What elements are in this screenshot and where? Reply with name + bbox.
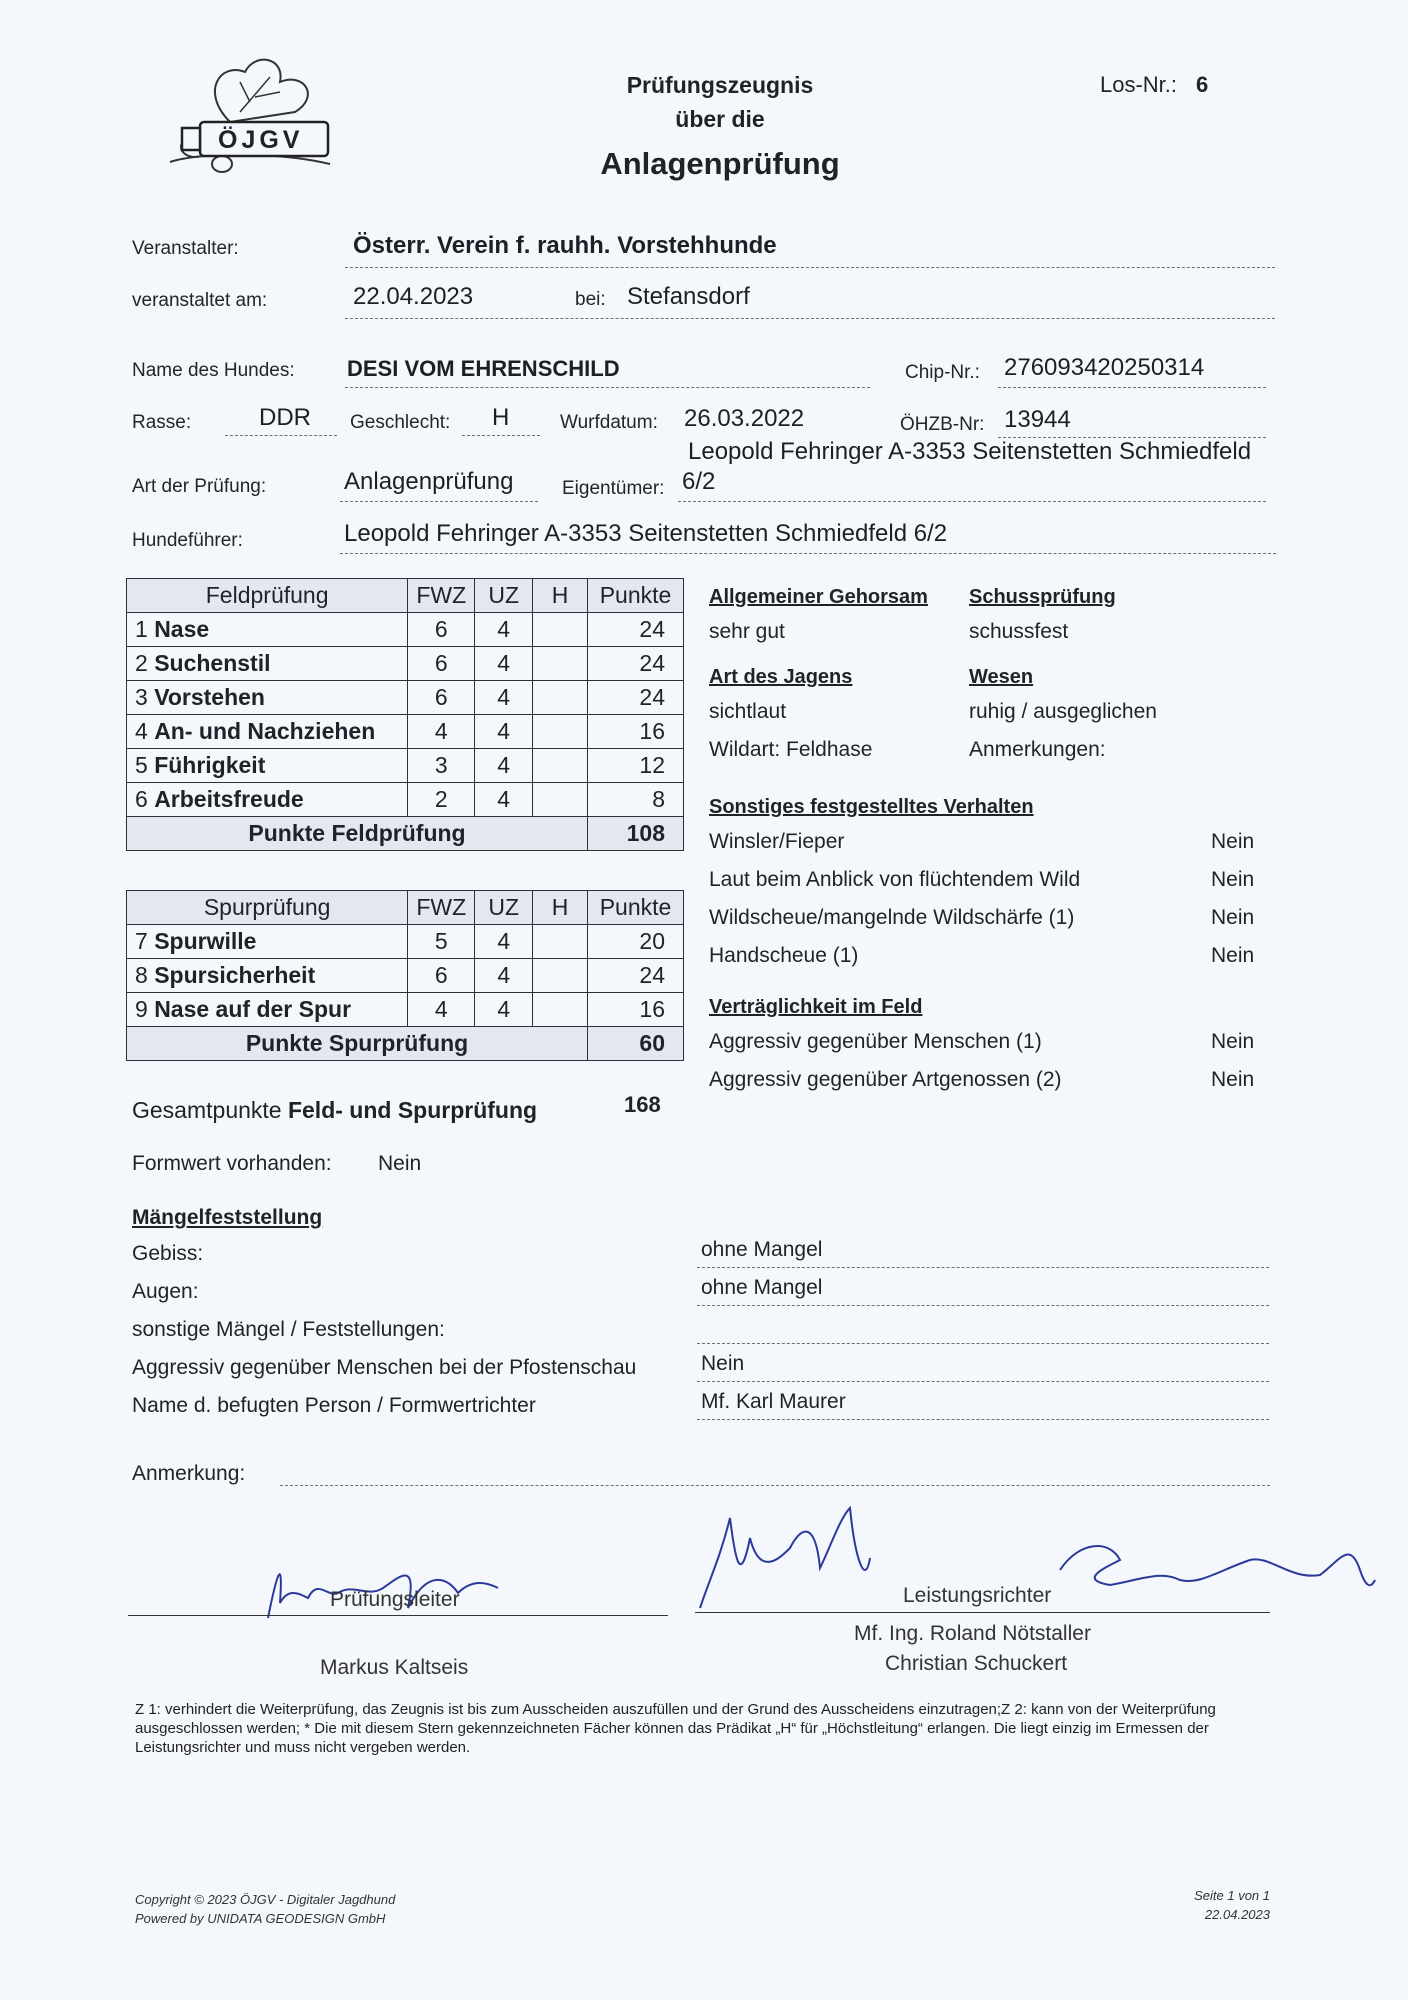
row-fwz: 6 (408, 959, 475, 993)
pruefungsleiter-label: Prüfungsleiter (330, 1588, 460, 1611)
maengel-value: Nein (701, 1352, 745, 1375)
fuehrer-field (340, 518, 1276, 554)
maengel-field (697, 1274, 1269, 1306)
maengel-value: Mf. Karl Maurer (701, 1390, 846, 1413)
row-h (533, 993, 588, 1027)
vertraeglich-label: Aggressiv gegenüber Artgenossen (2) (709, 1068, 1062, 1091)
vertraeglich-label: Aggressiv gegenüber Menschen (1) (709, 1030, 1042, 1053)
pruefungsleiter-name: Markus Kaltseis (320, 1656, 469, 1679)
row-fwz: 6 (408, 613, 475, 647)
row-name: Spursicherheit (154, 962, 316, 988)
rasse-field (225, 404, 337, 436)
row-nr: 8 (135, 962, 148, 988)
losnr-label: Los-Nr.: (1100, 72, 1178, 97)
hundename-label: Name des Hundes: (132, 360, 295, 381)
spur-sum-label: Punkte Spurprüfung (127, 1027, 588, 1061)
wurfdatum-value: 26.03.2022 (684, 405, 805, 432)
row-uz: 4 (475, 681, 533, 715)
copyright (135, 1890, 395, 1928)
wesen-value: ruhig / ausgeglichen (969, 700, 1157, 723)
spur-table (126, 890, 684, 1061)
row-fwz: 6 (408, 647, 475, 681)
maengel-value: ohne Mangel (701, 1238, 823, 1261)
maengel-label: Gebiss: (132, 1242, 204, 1265)
signature-richter1 (690, 1498, 890, 1618)
eigentuemer-label: Eigentümer: (562, 478, 665, 499)
maengel-field (697, 1312, 1269, 1344)
verhalten-value: Nein (1211, 906, 1255, 929)
verhalten-value: Nein (1211, 830, 1255, 853)
feld-header-punkte: Punkte (588, 579, 684, 613)
chip-label: Chip-Nr.: (905, 362, 980, 383)
row-h (533, 959, 588, 993)
spur-header-uz: UZ (475, 891, 533, 925)
verhalten-value: Nein (1211, 868, 1255, 891)
row-punkte: 24 (588, 613, 684, 647)
table-row (127, 993, 684, 1027)
row-punkte: 16 (588, 715, 684, 749)
feld-sum-value: 108 (588, 817, 684, 851)
maengel-field (697, 1388, 1269, 1420)
table-row (127, 715, 684, 749)
row-fwz: 6 (408, 681, 475, 715)
row-punkte: 16 (588, 993, 684, 1027)
feld-header-row (127, 579, 684, 613)
maengel-field (697, 1236, 1269, 1268)
maengel-label: Augen: (132, 1280, 199, 1303)
verhalten-value: Nein (1211, 944, 1255, 967)
leistungsrichter-line (695, 1612, 1270, 1613)
spur-header-fwz: FWZ (408, 891, 475, 925)
anmerkung-label: Anmerkung: (132, 1462, 246, 1485)
eigentuemer-line2: 6/2 (682, 468, 716, 495)
maengel-field (697, 1350, 1269, 1382)
row-punkte: 24 (588, 959, 684, 993)
title-block (580, 68, 860, 136)
row-uz: 4 (475, 959, 533, 993)
row-name: Spurwille (154, 928, 257, 954)
eigentuemer-line1: Leopold Fehringer A-3353 Seitenstetten Schmiedfeld (688, 438, 1252, 465)
maengel-label: Aggressiv gegenüber Menschen bei der Pfostenschau (132, 1356, 637, 1379)
row-h (533, 647, 588, 681)
footnote: Z 1: verhindert die Weiterprüfung, das Zeugnis ist bis zum Ausscheiden auszufüllen und der Grund des Ausscheidens einzutragen;Z 2: kann von der Weiterprüfung ausgeschlossen werden; * Die mit diesem Stern gekennzeichneten Fächer können das Prädikat „H“ für „Höchstleitung“ erlangen. Die liegt einzig im Ermessen der Leistungsrichter und muss nicht vergeben werden. (135, 1701, 1216, 1756)
page-title: Anlagenprüfung (600, 146, 840, 181)
gehorsam-value: sehr gut (709, 620, 785, 643)
spur-header-row (127, 891, 684, 925)
oak-leaf-icon (160, 52, 340, 182)
title-line2: über die (675, 106, 765, 132)
jagen-title: Art des Jagens (709, 666, 853, 688)
hundename-value: DESI VOM EHRENSCHILD (347, 356, 620, 381)
row-name: Führigkeit (154, 752, 266, 778)
row-name: Vorstehen (154, 684, 265, 710)
signature-richter2 (1050, 1530, 1380, 1610)
row-nr: 1 (135, 616, 148, 642)
row-h (533, 783, 588, 817)
row-h (533, 749, 588, 783)
copyright-line2: Powered by UNIDATA GEODESIGN GmbH (135, 1911, 386, 1926)
spur-sum-value: 60 (588, 1027, 684, 1061)
row-uz: 4 (475, 783, 533, 817)
richter2-name: Christian Schuckert (885, 1652, 1068, 1675)
row-uz: 4 (475, 925, 533, 959)
page-number: Seite 1 von 1 (1194, 1888, 1270, 1903)
spur-header-name: Spurprüfung (127, 891, 408, 925)
row-punkte: 20 (588, 925, 684, 959)
row-uz: 4 (475, 749, 533, 783)
row-punkte: 8 (588, 783, 684, 817)
gesamt-bold: Feld- und Spurprüfung (287, 1097, 538, 1123)
row-h (533, 715, 588, 749)
table-row (127, 783, 684, 817)
formwert-value: Nein (378, 1152, 422, 1175)
schuss-title: Schussprüfung (969, 586, 1116, 608)
pruefungsleiter-line (128, 1615, 668, 1616)
feld-header-h: H (533, 579, 588, 613)
table-row (127, 681, 684, 715)
row-h (533, 925, 588, 959)
rasse-value: DDR (259, 404, 311, 431)
table-row (127, 647, 684, 681)
maengel-label: Name d. befugten Person / Formwertrichter (132, 1394, 536, 1417)
veranstalter-label: Veranstalter: (132, 238, 239, 259)
page-info (1150, 1886, 1270, 1924)
leistungsrichter-label: Leistungsrichter (903, 1584, 1052, 1607)
row-name: An- und Nachziehen (154, 718, 376, 744)
row-fwz: 4 (408, 715, 475, 749)
row-fwz: 3 (408, 749, 475, 783)
chip-field (998, 352, 1266, 388)
row-nr: 7 (135, 928, 148, 954)
vertraeglich-value: Nein (1211, 1030, 1255, 1053)
geschlecht-label: Geschlecht: (350, 412, 451, 433)
ohzb-label: ÖHZB-Nr: (900, 414, 985, 435)
chip-value: 276093420250314 (1004, 354, 1205, 381)
row-name: Nase (154, 616, 210, 642)
feld-sum-label: Punkte Feldprüfung (127, 817, 588, 851)
hundename-field (345, 352, 870, 388)
art-field (340, 466, 538, 502)
row-uz: 4 (475, 993, 533, 1027)
fuehrer-label: Hundeführer: (132, 530, 243, 551)
ohzb-field (998, 404, 1266, 438)
datum-field (345, 283, 1275, 319)
rasse-label: Rasse: (132, 412, 192, 433)
anmerkung-field (280, 1458, 1270, 1486)
eigentuemer-field (678, 466, 1266, 502)
maengel-value: ohne Mangel (701, 1276, 823, 1299)
feld-header-uz: UZ (475, 579, 533, 613)
gesamt-value: 168 (624, 1092, 661, 1117)
richter1-name: Mf. Ing. Roland Nötstaller (854, 1622, 1091, 1645)
row-name: Nase auf der Spur (154, 996, 352, 1022)
row-uz: 4 (475, 647, 533, 681)
art-label: Art der Prüfung: (132, 476, 267, 497)
row-nr: 3 (135, 684, 148, 710)
row-nr: 6 (135, 786, 148, 812)
verhalten-label: Handscheue (1) (709, 944, 859, 967)
feld-table (126, 578, 684, 851)
row-uz: 4 (475, 715, 533, 749)
table-row (127, 749, 684, 783)
bei-label: bei: (575, 289, 606, 310)
gehorsam-title: Allgemeiner Gehorsam (709, 586, 928, 608)
logo-text: ÖJGV (218, 126, 304, 154)
row-fwz: 5 (408, 925, 475, 959)
verhalten-label: Wildscheue/mangelnde Wildschärfe (1) (709, 906, 1075, 929)
veranstalter-field (345, 232, 1275, 268)
vertraeglich-title: Verträglichkeit im Feld (709, 996, 923, 1018)
row-nr: 2 (135, 650, 148, 676)
feld-sum-row (127, 817, 684, 851)
feld-header-name: Feldprüfung (127, 579, 408, 613)
title-line1: Prüfungszeugnis (626, 72, 814, 98)
spur-header-punkte: Punkte (588, 891, 684, 925)
wurfdatum-label: Wurfdatum: (560, 412, 658, 433)
ohzb-value: 13944 (1004, 406, 1071, 433)
row-uz: 4 (475, 613, 533, 647)
fuehrer-value: Leopold Fehringer A-3353 Seitenstetten Schmiedfeld 6/2 (344, 520, 948, 547)
anmerkungen-label: Anmerkungen: (969, 738, 1106, 761)
gesamt-label (132, 1097, 537, 1124)
row-nr: 9 (135, 996, 148, 1022)
verhalten-label: Laut beim Anblick von flüchtendem Wild (709, 868, 1081, 891)
row-fwz: 4 (408, 993, 475, 1027)
bei-value: Stefansdorf (627, 283, 750, 310)
losnr-value: 6 (1196, 72, 1209, 97)
wesen-title: Wesen (969, 666, 1034, 688)
verhalten-label: Winsler/Fieper (709, 830, 845, 853)
row-nr: 4 (135, 718, 148, 744)
page-date: 22.04.2023 (1204, 1907, 1270, 1922)
datum-value: 22.04.2023 (353, 283, 474, 310)
gesamt-prefix: Gesamtpunkte (132, 1097, 288, 1123)
table-row (127, 959, 684, 993)
row-name: Arbeitsfreude (154, 786, 304, 812)
row-h (533, 681, 588, 715)
row-nr: 5 (135, 752, 148, 778)
veranstalter-value: Österr. Verein f. rauhh. Vorstehhunde (353, 232, 777, 259)
row-punkte: 24 (588, 647, 684, 681)
row-fwz: 2 (408, 783, 475, 817)
spur-sum-row (127, 1027, 684, 1061)
geschlecht-value: H (492, 404, 510, 431)
vertraeglich-value: Nein (1211, 1068, 1255, 1091)
maengel-label: sonstige Mängel / Feststellungen: (132, 1318, 445, 1341)
row-punkte: 12 (588, 749, 684, 783)
feld-header-fwz: FWZ (408, 579, 475, 613)
datum-label: veranstaltet am: (132, 290, 268, 311)
formwert-label: Formwert vorhanden: (132, 1152, 332, 1175)
maengel-title: Mängelfeststellung (132, 1206, 323, 1229)
row-punkte: 24 (588, 681, 684, 715)
verhalten-title: Sonstiges festgestelltes Verhalten (709, 796, 1034, 818)
jagen-value: sichtlaut (709, 700, 787, 723)
wildart: Wildart: Feldhase (709, 738, 873, 761)
row-h (533, 613, 588, 647)
row-name: Suchenstil (154, 650, 271, 676)
ojgv-logo (160, 52, 340, 182)
art-value: Anlagenprüfung (344, 468, 514, 495)
spur-header-h: H (533, 891, 588, 925)
table-row (127, 613, 684, 647)
table-row (127, 925, 684, 959)
geschlecht-field (462, 404, 540, 436)
copyright-line1: Copyright © 2023 ÖJGV - Digitaler Jagdhund (135, 1892, 396, 1907)
schuss-value: schussfest (969, 620, 1069, 643)
